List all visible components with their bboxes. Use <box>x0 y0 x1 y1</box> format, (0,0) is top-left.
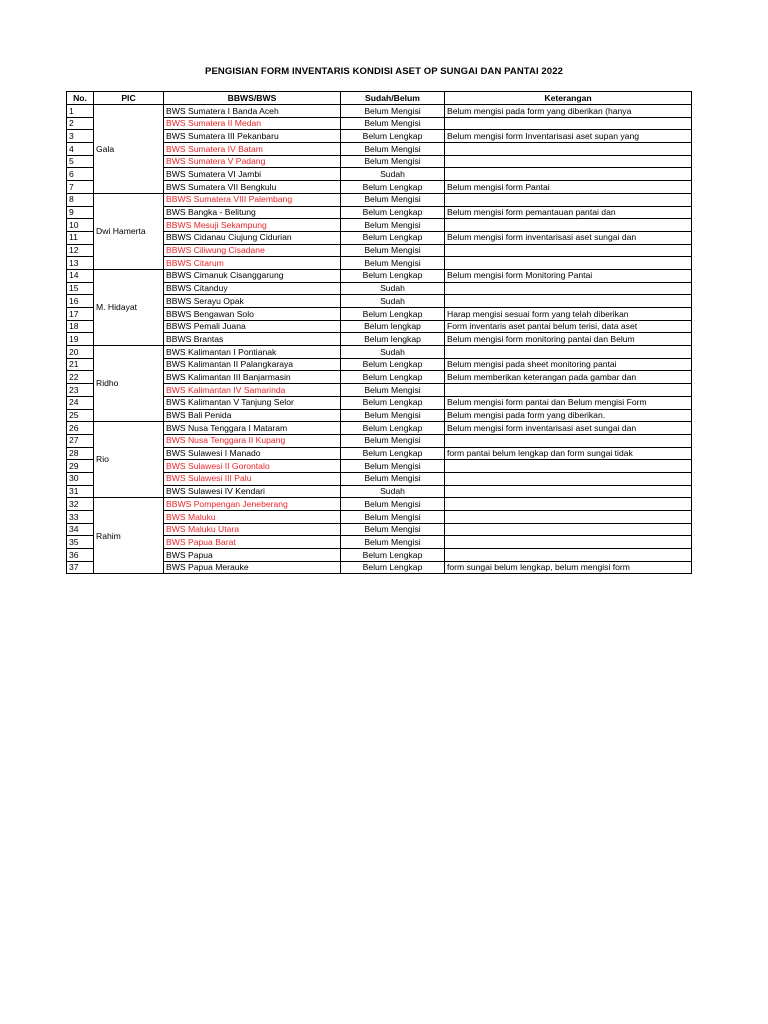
keterangan-cell <box>445 384 692 397</box>
keterangan-cell <box>445 193 692 206</box>
bbws-name: BWS Sumatera VII Bengkulu <box>164 181 341 194</box>
bbws-name: BBWS Cimanuk Cisanggarung <box>164 269 341 282</box>
bbws-name: BWS Kalimantan I Pontianak <box>164 346 341 359</box>
keterangan-cell: Belum mengisi form pemantauan pantai dan <box>445 206 692 219</box>
bbws-name: BBWS Citarum <box>164 257 341 270</box>
row-number: 32 <box>67 498 94 511</box>
bbws-name: BBWS Sumatera VIII Palembang <box>164 193 341 206</box>
keterangan-cell <box>445 485 692 498</box>
keterangan-cell <box>445 460 692 473</box>
header-keterangan: Keterangan <box>445 92 692 105</box>
status-cell: Belum Mengisi <box>341 384 445 397</box>
bbws-name: BBWS Pemali Juana <box>164 320 341 333</box>
inventory-table <box>66 91 692 574</box>
keterangan-cell <box>445 434 692 447</box>
keterangan-cell: Belum mengisi form pantai dan Belum mengisi Form <box>445 396 692 409</box>
row-number: 37 <box>67 561 94 574</box>
bbws-name: BWS Kalimantan II Palangkaraya <box>164 358 341 371</box>
status-cell: Belum Lengkap <box>341 130 445 143</box>
row-number: 1 <box>67 105 94 118</box>
row-number: 7 <box>67 181 94 194</box>
table-header-row <box>67 92 692 105</box>
bbws-name: BWS Sulawesi IV Kendari <box>164 485 341 498</box>
row-number: 4 <box>67 143 94 156</box>
status-cell: Belum Mengisi <box>341 244 445 257</box>
row-number: 30 <box>67 472 94 485</box>
status-cell: Belum Mengisi <box>341 117 445 130</box>
bbws-name: BWS Maluku Utara <box>164 523 341 536</box>
row-number: 21 <box>67 358 94 371</box>
status-cell: Belum Lengkap <box>341 358 445 371</box>
keterangan-cell <box>445 257 692 270</box>
status-cell: Belum Mengisi <box>341 472 445 485</box>
row-number: 6 <box>67 168 94 181</box>
bbws-name: BWS Sumatera I Banda Aceh <box>164 105 341 118</box>
bbws-name: BWS Kalimantan IV Samarinda <box>164 384 341 397</box>
status-cell: Belum Mengisi <box>341 219 445 232</box>
status-cell: Belum Lengkap <box>341 371 445 384</box>
status-cell: Belum lengkap <box>341 333 445 346</box>
keterangan-cell: Belum mengisi pada form yang diberikan. <box>445 409 692 422</box>
bbws-name: BWS Sumatera VI Jambi <box>164 168 341 181</box>
status-cell: Belum lengkap <box>341 320 445 333</box>
bbws-name: BWS Papua <box>164 549 341 562</box>
status-cell: Belum Lengkap <box>341 561 445 574</box>
keterangan-cell: Belum mengisi pada sheet monitoring pantai <box>445 358 692 371</box>
status-cell: Belum Mengisi <box>341 257 445 270</box>
document-title: PENGISIAN FORM INVENTARIS KONDISI ASET OP SUNGAI DAN PANTAI 2022 <box>205 66 563 77</box>
status-cell: Belum Lengkap <box>341 422 445 435</box>
status-cell: Belum Lengkap <box>341 447 445 460</box>
keterangan-cell: Belum mengisi form inventarisasi aset sungai dan <box>445 231 692 244</box>
table-row <box>67 422 692 435</box>
keterangan-cell: Belum mengisi form Monitoring Pantai <box>445 269 692 282</box>
pic-name: Gala <box>94 105 164 194</box>
keterangan-cell <box>445 523 692 536</box>
status-cell: Belum Mengisi <box>341 511 445 524</box>
row-number: 27 <box>67 434 94 447</box>
status-cell: Belum Lengkap <box>341 231 445 244</box>
bbws-name: BBWS Mesuji Sekampung <box>164 219 341 232</box>
table-row <box>67 346 692 359</box>
bbws-name: BWS Papua Barat <box>164 536 341 549</box>
status-cell: Sudah <box>341 346 445 359</box>
status-cell: Belum Mengisi <box>341 409 445 422</box>
header-no: No. <box>67 92 94 105</box>
row-number: 26 <box>67 422 94 435</box>
keterangan-cell <box>445 219 692 232</box>
row-number: 12 <box>67 244 94 257</box>
bbws-name: BBWS Citanduy <box>164 282 341 295</box>
row-number: 34 <box>67 523 94 536</box>
status-cell: Sudah <box>341 295 445 308</box>
row-number: 22 <box>67 371 94 384</box>
status-cell: Belum Lengkap <box>341 396 445 409</box>
pic-name: Dwi Hamerta <box>94 193 164 269</box>
keterangan-cell: Belum mengisi form inventarisasi aset sungai dan <box>445 422 692 435</box>
keterangan-cell <box>445 244 692 257</box>
row-number: 13 <box>67 257 94 270</box>
keterangan-cell <box>445 549 692 562</box>
status-cell: Belum Lengkap <box>341 269 445 282</box>
status-cell: Belum Mengisi <box>341 193 445 206</box>
keterangan-cell <box>445 117 692 130</box>
row-number: 36 <box>67 549 94 562</box>
keterangan-cell <box>445 498 692 511</box>
bbws-name: BBWS Pompengan Jeneberang <box>164 498 341 511</box>
keterangan-cell: form sungai belum lengkap, belum mengisi form <box>445 561 692 574</box>
row-number: 10 <box>67 219 94 232</box>
keterangan-cell: Belum memberikan keterangan pada gambar dan <box>445 371 692 384</box>
row-number: 24 <box>67 396 94 409</box>
row-number: 18 <box>67 320 94 333</box>
bbws-name: BBWS Serayu Opak <box>164 295 341 308</box>
keterangan-cell <box>445 168 692 181</box>
bbws-name: BWS Nusa Tenggara I Mataram <box>164 422 341 435</box>
pic-name: Ridho <box>94 346 164 422</box>
table-body <box>67 105 692 574</box>
row-number: 20 <box>67 346 94 359</box>
bbws-name: BWS Sumatera III Pekanbaru <box>164 130 341 143</box>
row-number: 9 <box>67 206 94 219</box>
row-number: 28 <box>67 447 94 460</box>
keterangan-cell <box>445 346 692 359</box>
bbws-name: BWS Kalimantan V Tanjung Selor <box>164 396 341 409</box>
bbws-name: BWS Sulawesi I Manado <box>164 447 341 460</box>
status-cell: Sudah <box>341 485 445 498</box>
bbws-name: BWS Sumatera IV Batam <box>164 143 341 156</box>
keterangan-cell <box>445 155 692 168</box>
status-cell: Belum Mengisi <box>341 460 445 473</box>
status-cell: Belum Mengisi <box>341 143 445 156</box>
status-cell: Belum Mengisi <box>341 498 445 511</box>
keterangan-cell <box>445 511 692 524</box>
row-number: 31 <box>67 485 94 498</box>
row-number: 19 <box>67 333 94 346</box>
bbws-name: BBWS Cidanau Ciujung Cidurian <box>164 231 341 244</box>
header-bbws: BBWS/BWS <box>164 92 341 105</box>
row-number: 33 <box>67 511 94 524</box>
table-row <box>67 105 692 118</box>
bbws-name: BWS Bali Penida <box>164 409 341 422</box>
status-cell: Belum Lengkap <box>341 549 445 562</box>
bbws-name: BWS Sumatera II Medan <box>164 117 341 130</box>
bbws-name: BWS Papua Merauke <box>164 561 341 574</box>
keterangan-cell: Form inventaris aset pantai belum terisi, data aset <box>445 320 692 333</box>
row-number: 3 <box>67 130 94 143</box>
status-cell: Sudah <box>341 168 445 181</box>
bbws-name: BBWS Bengawan Solo <box>164 308 341 321</box>
keterangan-cell: Harap mengisi sesuai form yang telah diberikan <box>445 308 692 321</box>
header-status: Sudah/Belum <box>341 92 445 105</box>
bbws-name: BBWS Ciliwung Cisadane <box>164 244 341 257</box>
header-pic: PIC <box>94 92 164 105</box>
bbws-name: BWS Sulawesi III Palu <box>164 472 341 485</box>
bbws-name: BWS Maluku <box>164 511 341 524</box>
keterangan-cell <box>445 143 692 156</box>
status-cell: Belum Mengisi <box>341 523 445 536</box>
bbws-name: BWS Bangka - Belitung <box>164 206 341 219</box>
bbws-name: BWS Nusa Tenggara II Kupang <box>164 434 341 447</box>
status-cell: Sudah <box>341 282 445 295</box>
keterangan-cell <box>445 295 692 308</box>
row-number: 11 <box>67 231 94 244</box>
keterangan-cell: Belum mengisi form Pantai <box>445 181 692 194</box>
row-number: 8 <box>67 193 94 206</box>
status-cell: Belum Lengkap <box>341 181 445 194</box>
table-row <box>67 193 692 206</box>
row-number: 5 <box>67 155 94 168</box>
row-number: 23 <box>67 384 94 397</box>
status-cell: Belum Lengkap <box>341 206 445 219</box>
bbws-name: BBWS Brantas <box>164 333 341 346</box>
pic-name: Rahim <box>94 498 164 574</box>
bbws-name: BWS Kalimantan III Banjarmasin <box>164 371 341 384</box>
keterangan-cell: Belum mengisi form monitoring pantai dan Belum <box>445 333 692 346</box>
status-cell: Belum Mengisi <box>341 105 445 118</box>
keterangan-cell <box>445 282 692 295</box>
row-number: 25 <box>67 409 94 422</box>
status-cell: Belum Lengkap <box>341 308 445 321</box>
table-row <box>67 498 692 511</box>
row-number: 17 <box>67 308 94 321</box>
keterangan-cell: Belum mengisi form Inventarisasi aset supan yang <box>445 130 692 143</box>
table-row <box>67 269 692 282</box>
bbws-name: BWS Sumatera V Padang <box>164 155 341 168</box>
status-cell: Belum Mengisi <box>341 434 445 447</box>
row-number: 29 <box>67 460 94 473</box>
row-number: 15 <box>67 282 94 295</box>
keterangan-cell: form pantai belum lengkap dan form sungai tidak <box>445 447 692 460</box>
status-cell: Belum Mengisi <box>341 536 445 549</box>
keterangan-cell: Belum mengisi pada form yang diberikan (hanya <box>445 105 692 118</box>
row-number: 35 <box>67 536 94 549</box>
status-cell: Belum Mengisi <box>341 155 445 168</box>
row-number: 2 <box>67 117 94 130</box>
row-number: 14 <box>67 269 94 282</box>
row-number: 16 <box>67 295 94 308</box>
keterangan-cell <box>445 472 692 485</box>
pic-name: M. Hidayat <box>94 269 164 345</box>
keterangan-cell <box>445 536 692 549</box>
bbws-name: BWS Sulawesi II Gorontalo <box>164 460 341 473</box>
pic-name: Rio <box>94 422 164 498</box>
